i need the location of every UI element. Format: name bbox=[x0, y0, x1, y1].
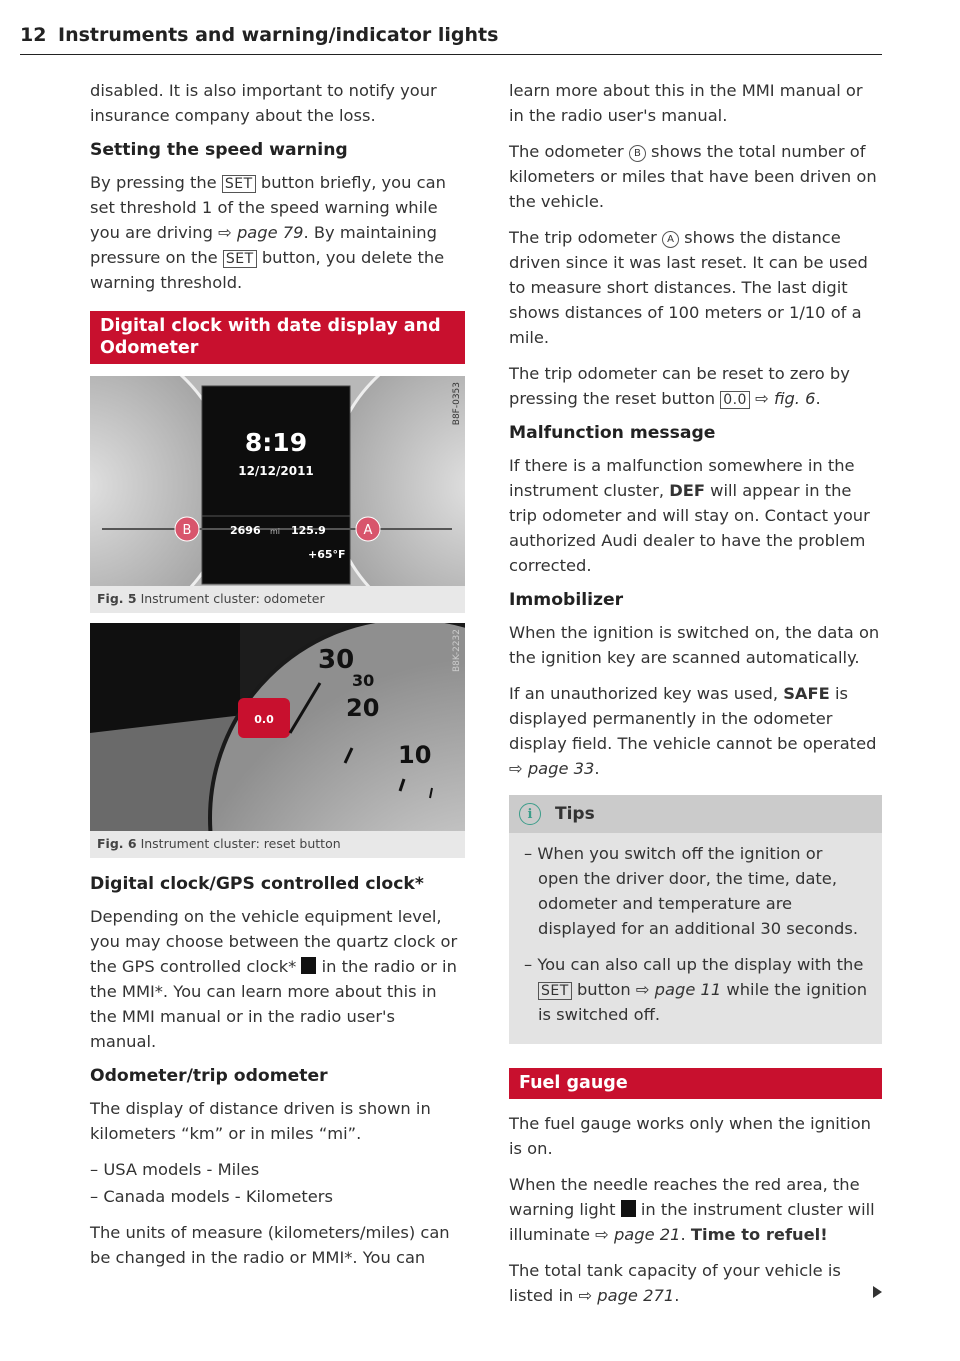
speed-30-small: 30 bbox=[352, 671, 375, 690]
odometer-paragraph: The display of distance driven is shown in kilometers “km” or in miles “mi”. bbox=[90, 1099, 431, 1143]
speed-warning-heading: Setting the speed warning bbox=[90, 140, 348, 160]
figure-5 bbox=[90, 376, 465, 613]
odometer-heading: Odometer/trip odometer bbox=[90, 1066, 328, 1086]
set-button-label: SET bbox=[538, 982, 572, 1000]
section-heading-digital-clock: Digital clock with date display and Odometer bbox=[90, 311, 465, 364]
speed-warning-paragraph: By pressing the SET button briefly, you can set threshold 1 of the speed warning while you are driving ⇨ page 79. By maintaining pressure on the SET button, you delete the warning threshold. bbox=[90, 173, 446, 292]
fuel-paragraph-2: When the needle reaches the red area, the warning light in the instrument cluster will illuminate ⇨ page 21. Time to refuel! bbox=[509, 1175, 875, 1244]
tip-item: – You can also call up the display with the SET button ⇨ page 11 while the ignition is switched off. bbox=[524, 955, 868, 1024]
fuel-warning-icon bbox=[621, 1200, 636, 1217]
page-number: 12 bbox=[20, 24, 47, 46]
speed-10: 10 bbox=[398, 741, 432, 769]
page-link[interactable]: ⇨ page 33 bbox=[509, 759, 595, 778]
speed-30: 30 bbox=[318, 645, 355, 675]
callout-b-icon: B bbox=[629, 145, 646, 162]
page-header bbox=[20, 24, 882, 55]
display-trip: 125.9 bbox=[291, 524, 326, 537]
figure-link[interactable]: ⇨ fig. 6 bbox=[749, 389, 816, 408]
fuel-paragraph-3: The total tank capacity of your vehicle is listed in ⇨ page 271. bbox=[509, 1258, 882, 1308]
odometer-usa-item: – USA models - Miles bbox=[90, 1160, 260, 1179]
figure-code: B8F-0353 bbox=[452, 382, 462, 426]
odometer-canada-item: – Canada models - Kilometers bbox=[90, 1187, 333, 1206]
continued-paragraph: learn more about this in the MMI manual or in the radio user's manual. bbox=[509, 81, 863, 125]
info-icon: i bbox=[519, 803, 541, 825]
continue-arrow-icon bbox=[873, 1286, 882, 1298]
figure-code: B8K-2232 bbox=[452, 629, 462, 673]
reset-button-label: 0.0 bbox=[254, 713, 274, 726]
callout-b: B bbox=[182, 523, 192, 538]
page-link[interactable]: ⇨ page 79 bbox=[218, 223, 304, 242]
tips-box bbox=[509, 795, 882, 1044]
callout-a-icon: A bbox=[662, 231, 679, 248]
gps-clock-icon bbox=[301, 957, 316, 974]
speed-20: 20 bbox=[346, 694, 380, 722]
callout-a: A bbox=[363, 523, 373, 538]
display-temperature: +65°F bbox=[308, 548, 346, 561]
fuel-paragraph-1: The fuel gauge works only when the ignition is on. bbox=[509, 1114, 871, 1158]
page-link[interactable]: ⇨ page 271 bbox=[578, 1286, 675, 1305]
tip-item: – When you switch off the ignition or open the driver door, the time, date, odometer and temperature are displayed for an additional 30 seconds. bbox=[524, 844, 859, 938]
odometer-b-paragraph: The odometer B shows the total number of kilometers or miles that have been driven on the vehicle. bbox=[509, 142, 877, 211]
malfunction-heading: Malfunction message bbox=[509, 423, 716, 443]
page-link[interactable]: ⇨ page 21 bbox=[595, 1225, 681, 1244]
reset-button-cluster-image bbox=[90, 623, 465, 831]
immobilizer-heading: Immobilizer bbox=[509, 590, 624, 610]
right-column bbox=[509, 78, 882, 1319]
display-odometer-unit: mi bbox=[270, 527, 281, 536]
malfunction-paragraph: If there is a malfunction somewhere in the instrument cluster, DEF will appear in the trip odometer and will stay on. Contact your authorized Audi dealer to have the problem corrected. bbox=[509, 456, 870, 575]
figure-6-caption: Fig. 6 Instrument cluster: reset button bbox=[97, 836, 341, 851]
set-button-label: SET bbox=[222, 175, 256, 193]
figure-5-caption: Fig. 5 Instrument cluster: odometer bbox=[97, 591, 325, 606]
section-heading-fuel-gauge: Fuel gauge bbox=[509, 1068, 882, 1099]
page-title: Instruments and warning/indicator lights bbox=[58, 24, 499, 46]
tips-label: Tips bbox=[555, 804, 595, 824]
display-date: 12/12/2011 bbox=[238, 464, 314, 478]
reset-paragraph: The trip odometer can be reset to zero by pressing the reset button 0.0 ⇨ fig. 6. bbox=[509, 364, 850, 408]
gps-clock-heading: Digital clock/GPS controlled clock* bbox=[90, 874, 424, 894]
tips-header bbox=[509, 795, 882, 833]
display-time: 8:19 bbox=[244, 428, 308, 457]
immobilizer-paragraph-2: If an unauthorized key was used, SAFE is displayed permanently in the odometer display field. The vehicle cannot be operated ⇨ page 33. bbox=[509, 684, 877, 778]
intro-paragraph: disabled. It is also important to notify your insurance company about the loss. bbox=[90, 81, 437, 125]
immobilizer-paragraph-1: When the ignition is switched on, the data on the ignition key are scanned automatically. bbox=[509, 623, 880, 667]
trip-odometer-paragraph: The trip odometer A shows the distance driven since it was last reset. It can be used to measure short distances. The last digit shows distances of 100 meters or 1/10 of a mile. bbox=[509, 228, 868, 347]
odometer-units-paragraph: The units of measure (kilometers/miles) can be changed in the radio or MMI*. You can bbox=[90, 1223, 450, 1267]
display-odometer: 2696 bbox=[230, 524, 261, 537]
figure-6 bbox=[90, 623, 465, 858]
reset-button-label: 0.0 bbox=[720, 391, 750, 409]
page-link[interactable]: ⇨ page 11 bbox=[635, 980, 722, 999]
odometer-cluster-image bbox=[90, 376, 465, 586]
gps-clock-paragraph: Depending on the vehicle equipment level, you may choose between the quartz clock or the GPS controlled clock* in the radio or in the MMI*. You can learn more about this in the MMI manual or in the radio user's manual. bbox=[90, 907, 458, 1051]
set-button-label: SET bbox=[223, 250, 257, 268]
left-column bbox=[90, 78, 465, 1281]
